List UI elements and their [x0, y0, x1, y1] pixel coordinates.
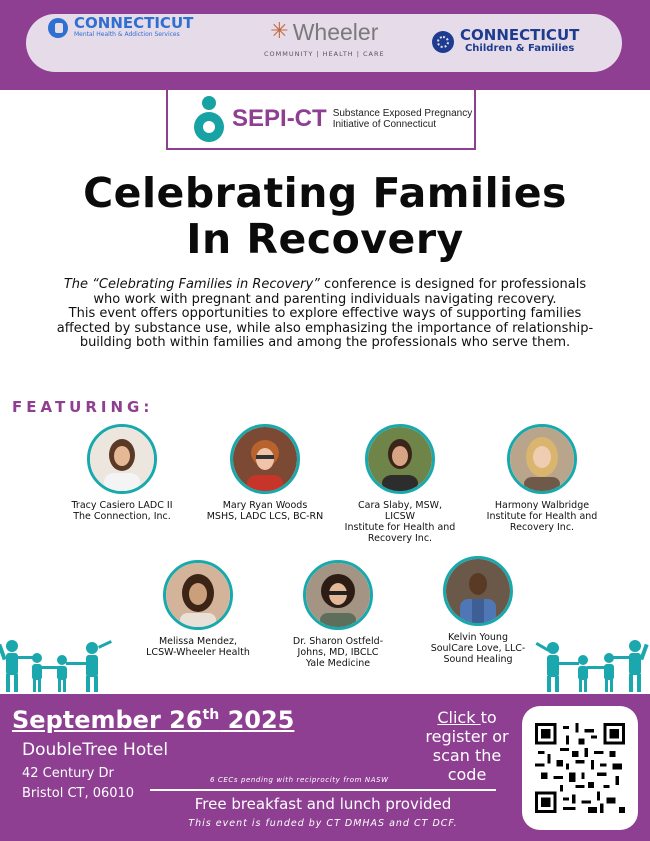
speaker-card: [270, 560, 406, 669]
speaker-photo: [87, 424, 157, 494]
ct-dmhas-icon: [48, 18, 68, 38]
speaker-card: [56, 424, 188, 522]
event-date: September 26th 2025: [12, 706, 295, 734]
speaker-photo: [303, 560, 373, 630]
family-silhouette-icon: [0, 636, 115, 694]
speaker-caption: Harmony Walbridge Institute for Health and Recovery Inc.: [486, 500, 598, 533]
sepi-name: SEPI-CT: [232, 105, 327, 132]
ct-dcf-subtitle: Children & Families: [464, 43, 575, 54]
venue-city: Bristol CT, 06010: [22, 786, 135, 801]
speaker-card: [198, 424, 332, 522]
title-line-2: In Recovery: [186, 215, 464, 263]
venue-name: DoubleTree Hotel: [22, 740, 169, 760]
speaker-caption: Kelvin Young SoulCare Love, LLC- Sound Healing: [430, 632, 526, 665]
wheeler-name: Wheeler: [292, 19, 379, 45]
ct-dmhas-subtitle: Mental Health & Addiction Services: [74, 31, 180, 38]
speaker-card: [334, 424, 466, 544]
sepi-ct-logo: [166, 90, 476, 150]
speaker-photo: [443, 556, 513, 626]
featuring-heading: FEATURING:: [12, 398, 154, 416]
family-silhouette-icon: [535, 636, 650, 694]
speaker-caption: Cara Slaby, MSW, LICSW Institute for Health and Recovery Inc.: [344, 500, 456, 544]
description-1: conference is designed for professionals who work with pregnant and parenting individuals navigating recovery.: [93, 277, 587, 307]
event-details-band: [0, 694, 650, 841]
speaker-card: [130, 560, 266, 658]
speaker-caption: Dr. Sharon Ostfeld- Johns, MD, IBCLC Yale Medicine: [292, 636, 384, 669]
ct-dcf-logo: [432, 28, 579, 55]
speaker-photo: [230, 424, 300, 494]
sepi-full-name: Substance Exposed Pregnancy Initiative of Connecticut: [332, 108, 473, 130]
speaker-card: [410, 556, 546, 665]
event-description: [56, 278, 594, 351]
meals-note: Free breakfast and lunch provided: [194, 795, 452, 813]
register-link[interactable]: Click: [437, 708, 481, 727]
ct-dcf-title: CONNECTICUT: [460, 26, 580, 44]
register-text: Click to register or scan the code: [425, 708, 509, 784]
venue-street: 42 Century Dr: [22, 766, 114, 781]
speaker-photo: [365, 424, 435, 494]
title-line-1: Celebrating Families: [83, 169, 567, 217]
speaker-caption: Mary Ryan Woods MSHS, LADC LCS, BC-RN: [206, 500, 324, 522]
cec-note: 6 CECs pending with reciprocity from NASW: [210, 776, 389, 784]
wheeler-logo: [264, 20, 385, 58]
sepi-person-icon: [194, 96, 226, 142]
description-2: This event offers opportunities to explore effective ways of supporting families affected by substance use, while also emphasizing the importance of relationship-building both within families and among the professionals who serve them.: [56, 306, 594, 350]
ct-dmhas-title: CONNECTICUT: [74, 14, 194, 32]
divider: [150, 789, 496, 791]
speaker-caption: Melissa Mendez, LCSW-Wheeler Health: [146, 636, 250, 658]
wheeler-flower-icon: ✳: [270, 19, 289, 44]
speaker-card: [474, 424, 610, 533]
ct-dcf-icon: [432, 31, 454, 53]
wheeler-tagline: COMMUNITY | HEALTH | CARE: [264, 50, 385, 58]
event-title: [0, 170, 650, 262]
ct-dmhas-logo: [48, 16, 193, 39]
qr-code[interactable]: [522, 706, 638, 830]
speaker-caption: Tracy Casiero LADC II The Connection, Inc.: [71, 500, 173, 522]
speaker-photo: [163, 560, 233, 630]
speaker-photo: [507, 424, 577, 494]
funding-note: This event is funded by CT DMHAS and CT DCF.: [188, 818, 458, 829]
conference-name: The “Celebrating Families in Recovery”: [63, 277, 320, 292]
